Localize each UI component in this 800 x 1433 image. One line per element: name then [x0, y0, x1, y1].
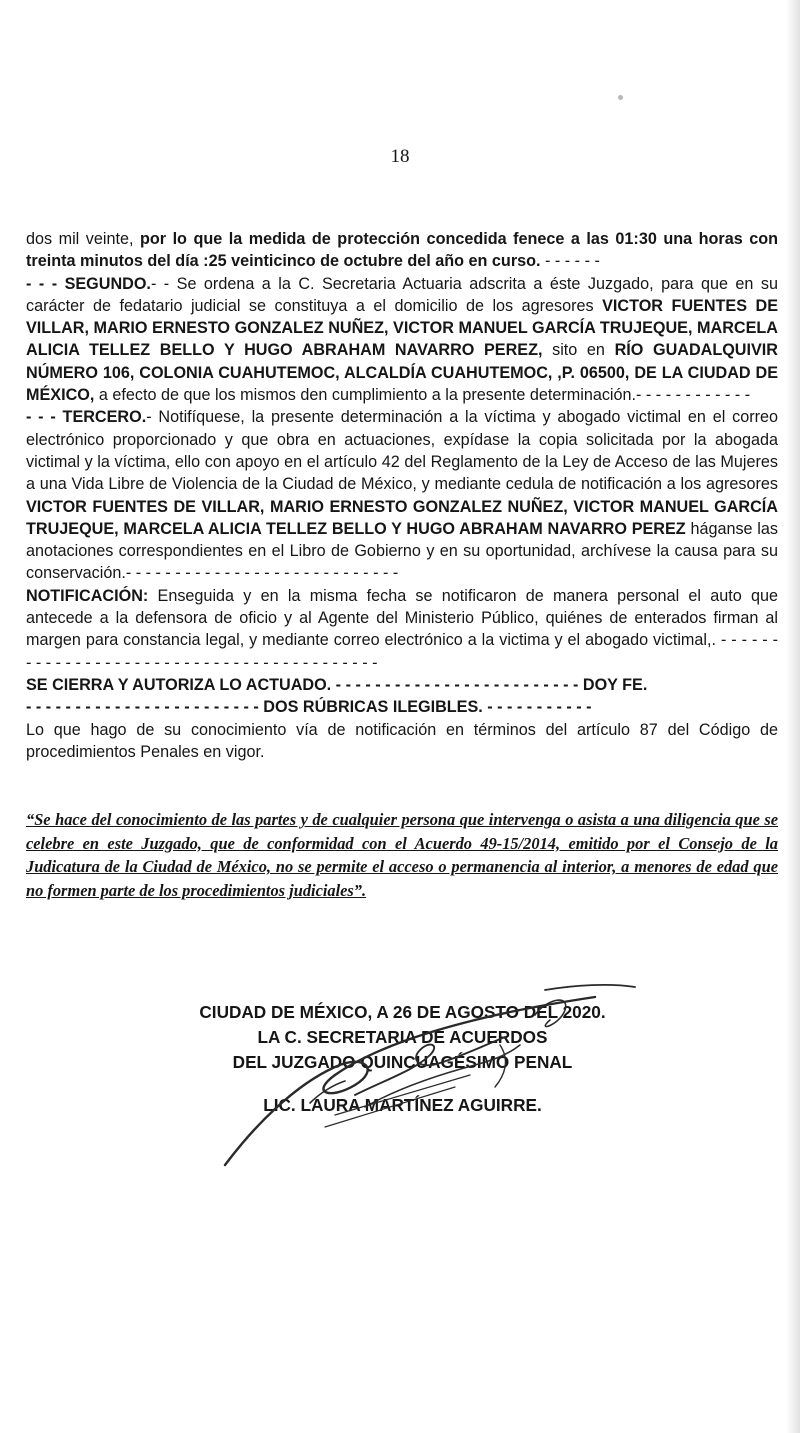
paragraph-tercero: [26, 406, 778, 584]
segundo-text-2: sito en: [542, 341, 615, 360]
page-number: 18: [390, 146, 410, 167]
tercero-heading: - - - TERCERO.: [26, 408, 147, 427]
tercero-text-2: háganse las anotaciones correspondientes en el Libro de Gobierno y en su oportunidad, archívese la causa para su conservación.- - - - - - - - - - - - - - - - - - - - - - - - - - - -: [26, 519, 778, 583]
paragraph-final: Lo que hago de su conocimiento vía de notificación en términos del artículo 87 del Código de procedimientos Penales en vigor.: [26, 720, 778, 761]
address-text: RÍO GUADALQUIVIR NÚMERO 106, COLONIA CUAHUTEMOC, ALCALDÍA CUAHUTEMOC, ,P. 06500, DE LA CIUDAD DE MÉXICO,: [26, 341, 778, 405]
rubricas-line: - - - - - - - - - - - - - - - - - - - - - - - - DOS RÚBRICAS ILEGIBLES. - - - - - - - - - - -: [26, 698, 592, 717]
minors-notice: [26, 808, 778, 902]
signature-court-line: DEL JUZGADO QUINCUAGÉSIMO PENAL: [232, 1052, 573, 1072]
signature-title-line: LA C. SECRETARIA DE ACUERDOS: [257, 1027, 548, 1047]
date-fragment: dos mil veinte,: [26, 230, 140, 248]
paragraph-segundo: [26, 273, 778, 407]
paragraph-notificacion: [26, 585, 778, 674]
ink-speck: [618, 95, 623, 100]
handwritten-signature: [215, 975, 645, 1170]
dash-filler: - - - - - -: [540, 252, 600, 271]
signatory-name: LIC. LAURA MARTÍNEZ AGUIRRE.: [263, 1095, 542, 1115]
protection-expiry-text: por lo que la medida de protección concedida fenece a las 01:30 una horas con treinta minutos del día :25 veinticinco de octubre del año en curso.: [26, 230, 778, 271]
signature-date-line: CIUDAD DE MÉXICO, A 26 DE AGOSTO DEL 2020.: [199, 1002, 606, 1022]
page-edge-shadow: [786, 0, 800, 1433]
notificacion-text: Enseguida y en la misma fecha se notificaron de manera personal el auto que antecede a la defensora de oficio y al Agente del Ministerio Público, quiénes de enterados firman al margen para constancia legal, y mediante correo electrónico a la victima y el abogado victimal,. - - - - - - - - - - - - - - - - - - - - - - - - - - - - - - - - - - - - - - - - - -: [26, 586, 778, 672]
segundo-text-3: a efecto de que los mismos den cumplimiento a la presente determinación.- - - - - - - - - - - -: [94, 386, 751, 405]
minors-notice-text: “Se hace del conocimiento de las partes y de cualquier persona que intervenga o asista a una diligencia que se celebre en este Juzgado, que de conformidad con el Acuerdo 49-15/2014, emitido por el Consejo de la Judicatura de la Ciudad de México, no se permite el acceso o permanencia al interior, a menores de edad que no formen parte de los procedimientos judiciales”.: [26, 810, 778, 900]
notificacion-heading: NOTIFICACIÓN:: [26, 586, 149, 605]
segundo-heading: - - - SEGUNDO.: [26, 274, 151, 293]
aggressors-names: VICTOR FUENTES DE VILLAR, MARIO ERNESTO GONZALEZ NUÑEZ, VICTOR MANUEL GARCÍA TRUJEQUE, MARCELA ALICIA TELLEZ BELLO Y HUGO ABRAHAM NAVARRO PEREZ,: [26, 296, 779, 360]
aggressors-names-2: VICTOR FUENTES DE VILLAR, MARIO ERNESTO GONZALEZ NUÑEZ, VICTOR MANUEL GARCÍA TRUJEQUE, MARCELA ALICIA TELLEZ BELLO Y HUGO ABRAHAM NAVARRO PEREZ: [26, 497, 778, 538]
document-body: [26, 228, 778, 763]
segundo-text: - - Se ordena a la C. Secretaria Actuaria adscrita a éste Juzgado, para que en su carácter de fedatario judicial se constituya a el domicilio de los agresores: [26, 274, 778, 315]
paragraph-protection-measure: [26, 228, 778, 273]
closing-line: SE CIERRA Y AUTORIZA LO ACTUADO. - - - - - - - - - - - - - - - - - - - - - - - - - DOY FE.: [26, 675, 648, 694]
tercero-text: - Notifíquese, la presente determinación a la víctima y abogado victimal en el correo electrónico proporcionado y que obra en actuaciones, expídase la copia solicitada por la abogada victimal y la víctima, ello con apoyo en el artículo 42 del Reglamento de la Ley de Acceso de las Mujeres a una Vida Libre de Violencia de la Ciudad de México, y mediante cedula de notificación a los agresores: [26, 408, 778, 494]
